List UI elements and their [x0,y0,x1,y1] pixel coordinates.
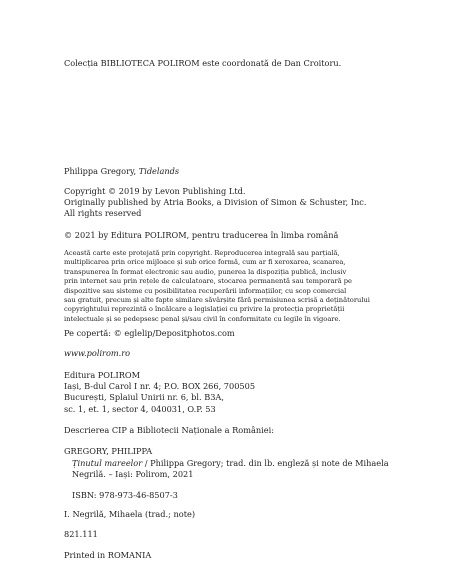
cip-heading: Descrierea CIP a Bibliotecii Naționale a României: [64,425,274,435]
address-line: București, Splaiul Unirii nr. 6, bl. B3A, [64,392,224,403]
printed-in: Printed in ROMANIA [64,550,152,560]
cip-author: GREGORY, PHILIPPA [64,446,153,456]
legal-line: transpunerea în format electronic sau audio, punerea la dispoziția publică, inclusiv [64,267,347,276]
isbn: ISBN: 978-973-46-8507-3 [72,490,178,500]
original-title: Tidelands [138,166,180,176]
legal-line: multiplicarea prin orice mijloace și sub orice formă, cum ar fi xeroxarea, scanarea, [64,258,346,267]
cip-description [64,458,402,480]
copyright-block [64,186,394,220]
cip-description-line-2: Negrilă. – Iași: Polirom, 2021 [72,469,194,480]
copyright-line: Originally published by Atria Books, a Division of Simon & Schuster, Inc. [64,197,367,208]
legal-line: copyrightului reprezintă o încălcare a legislației cu privire la protecția proprietății [64,305,345,314]
classification-code: 821.111 [64,529,98,539]
website: www.polirom.ro [64,348,131,358]
cover-credit: Pe copertă: © eglelip/Depositphotos.com [64,328,235,338]
address-line: sc. 1, et. 1, sector 4, 040031, O.P. 53 [64,403,216,414]
publisher-address [64,370,394,415]
legal-notice [64,249,394,324]
cip-desc-1: / Philippa Gregory; trad. din lb. engleză și note de Mihaela [142,458,389,468]
romanian-copyright: © 2021 by Editura POLIROM, pentru traducerea în limba română [64,230,339,240]
legal-line: dispozitive sau sisteme cu posibilitatea recuperării informațiilor, cu scop comercial [64,286,347,295]
legal-line: sau gratuit, precum și alte fapte similare săvârșite fără permisiunea scrisă a deținătorului [64,296,370,305]
address-line: Editura POLIROM [64,370,140,380]
cip-title: Ținutul mareelor [72,458,143,468]
collection-note: Colecția BIBLIOTECA POLIROM este coordonată de Dan Croitoru. [64,58,342,68]
copyright-line: Copyright © 2019 by Levon Publishing Ltd. [64,186,246,196]
address-line: Iași, B-dul Carol I nr. 4; P.O. BOX 266, 700505 [64,381,256,392]
cip-description-line-1 [72,458,402,469]
copyright-line: All rights reserved [64,208,142,219]
translator-entry: I. Negrilă, Mihaela (trad.; note) [64,509,196,519]
legal-line: prin internet sau prin rețele de calculatoare, stocarea permanentă sau temporară pe [64,277,353,286]
legal-line: intelectuale și se pedepsesc penal și/sau civil în conformitate cu legile în vigoare. [64,314,341,323]
original-author: Philippa Gregory, [64,166,139,176]
legal-line: Această carte este protejată prin copyright. Reproducerea integrală sau parțială, [64,249,340,257]
original-title-line [64,166,394,177]
